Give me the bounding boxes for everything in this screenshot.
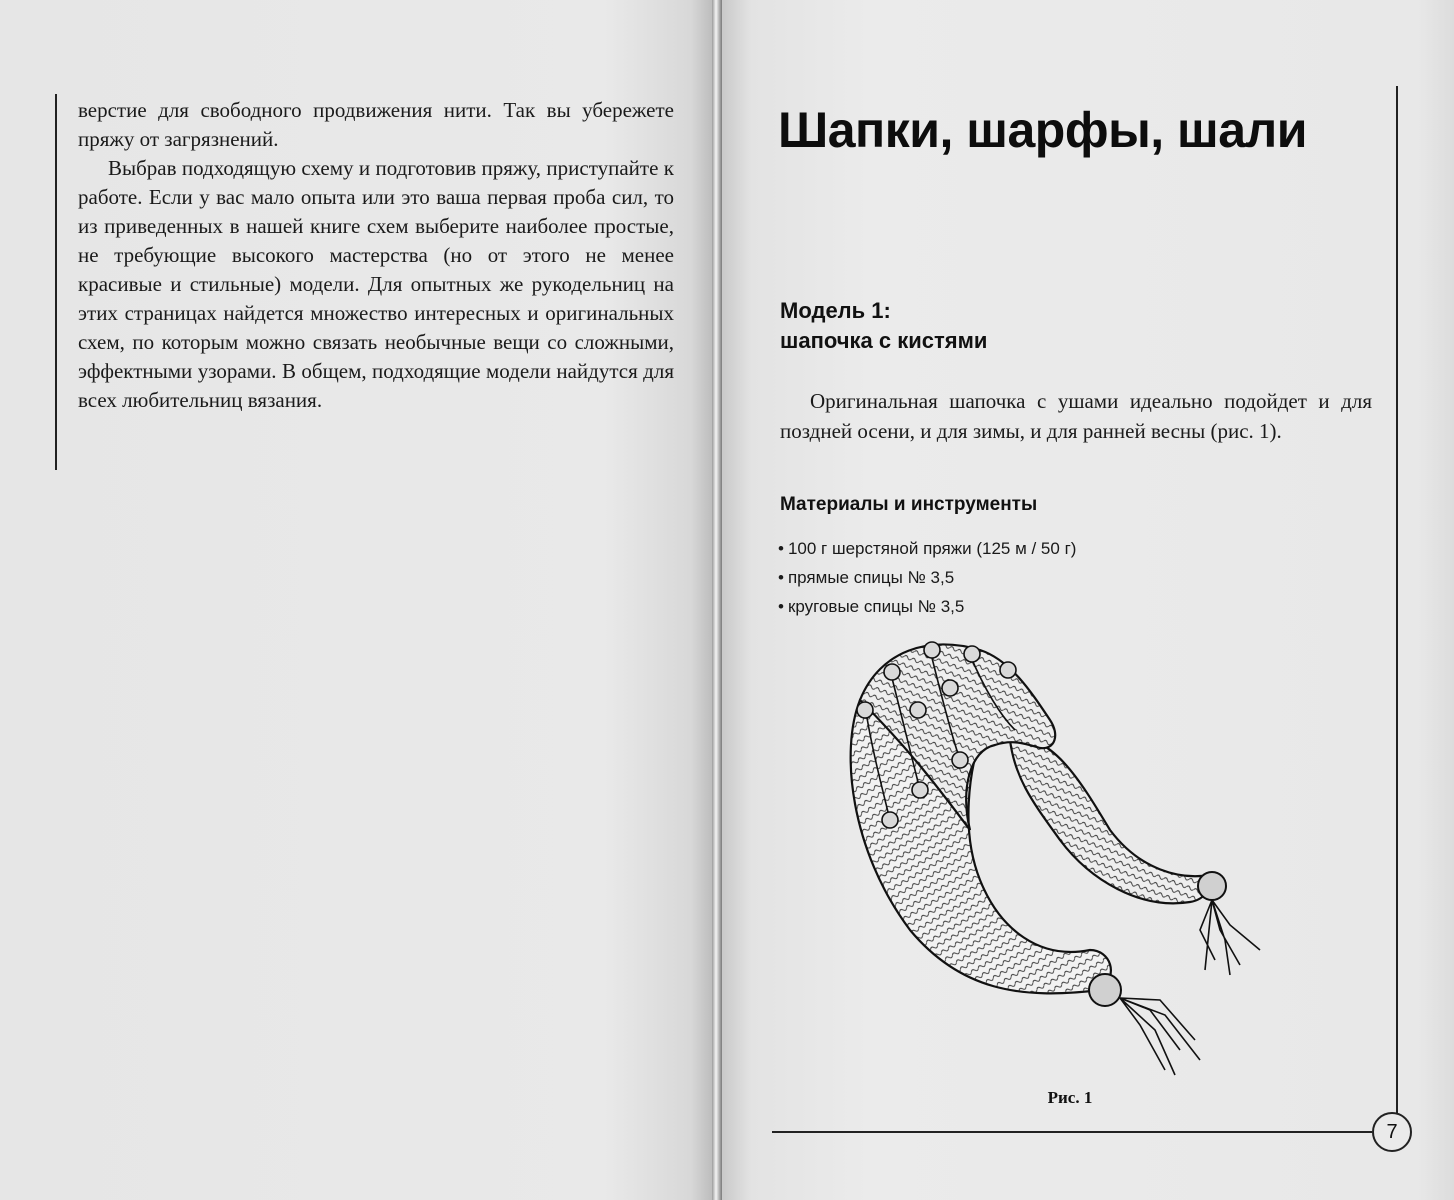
paragraph-1: верстие для свободного продвижения нити. Так вы убережете пряжу от загрязнений.	[78, 98, 674, 151]
figure-caption: Рис. 1	[1047, 1088, 1093, 1107]
bleed-through-text	[90, 510, 690, 543]
chapter-title: Шапки, шарфы, шали	[778, 102, 1308, 158]
tassel-right	[1198, 872, 1260, 975]
left-margin-rule	[55, 94, 57, 470]
model-label: Модель 1:	[780, 298, 891, 323]
materials-list	[778, 534, 1278, 621]
model-name: шапочка с кистями	[780, 328, 988, 353]
paragraph-2: Выбрав подходящую схему и подготовив пряжу, приступайте к работе. Если у вас мало опыта или это ваша первая проба сил, то из приведенных в нашей книге схем выберите наиболее простые, не требующие высокого мастерства (но от этого не менее красивые и стильные) модели. Для опытных же рукодельниц на этих страницах найдется множество интересных и оригинальных схем, по которым можно связать необычные вещи со сложными, эффектными узорами. В общем, подходящие модели найдутся для всех любительниц вязания.	[78, 156, 674, 412]
left-page-text	[78, 96, 674, 415]
list-item: • прямые спицы № 3,5	[778, 563, 1278, 592]
page-number: 7	[1372, 1112, 1412, 1152]
knitted-hat-drawing	[820, 630, 1320, 1080]
list-item: • 100 г шерстяной пряжи (125 м / 50 г)	[778, 534, 1278, 563]
right-margin-rule	[1396, 86, 1398, 1126]
book-gutter	[712, 0, 722, 1200]
bottom-rule	[772, 1131, 1372, 1133]
list-item: • круговые спицы № 3,5	[778, 592, 1278, 621]
model-heading	[780, 296, 1340, 356]
hat-illustration	[820, 630, 1320, 1080]
tassel-left	[1089, 974, 1200, 1075]
materials-heading: Материалы и инструменты	[780, 494, 1038, 515]
hat-right-flap	[1010, 739, 1211, 904]
model-intro: Оригинальная шапочка с ушами идеально подойдет и для поздней осени, и для зимы, и для ранней весны (рис. 1).	[780, 389, 1372, 443]
